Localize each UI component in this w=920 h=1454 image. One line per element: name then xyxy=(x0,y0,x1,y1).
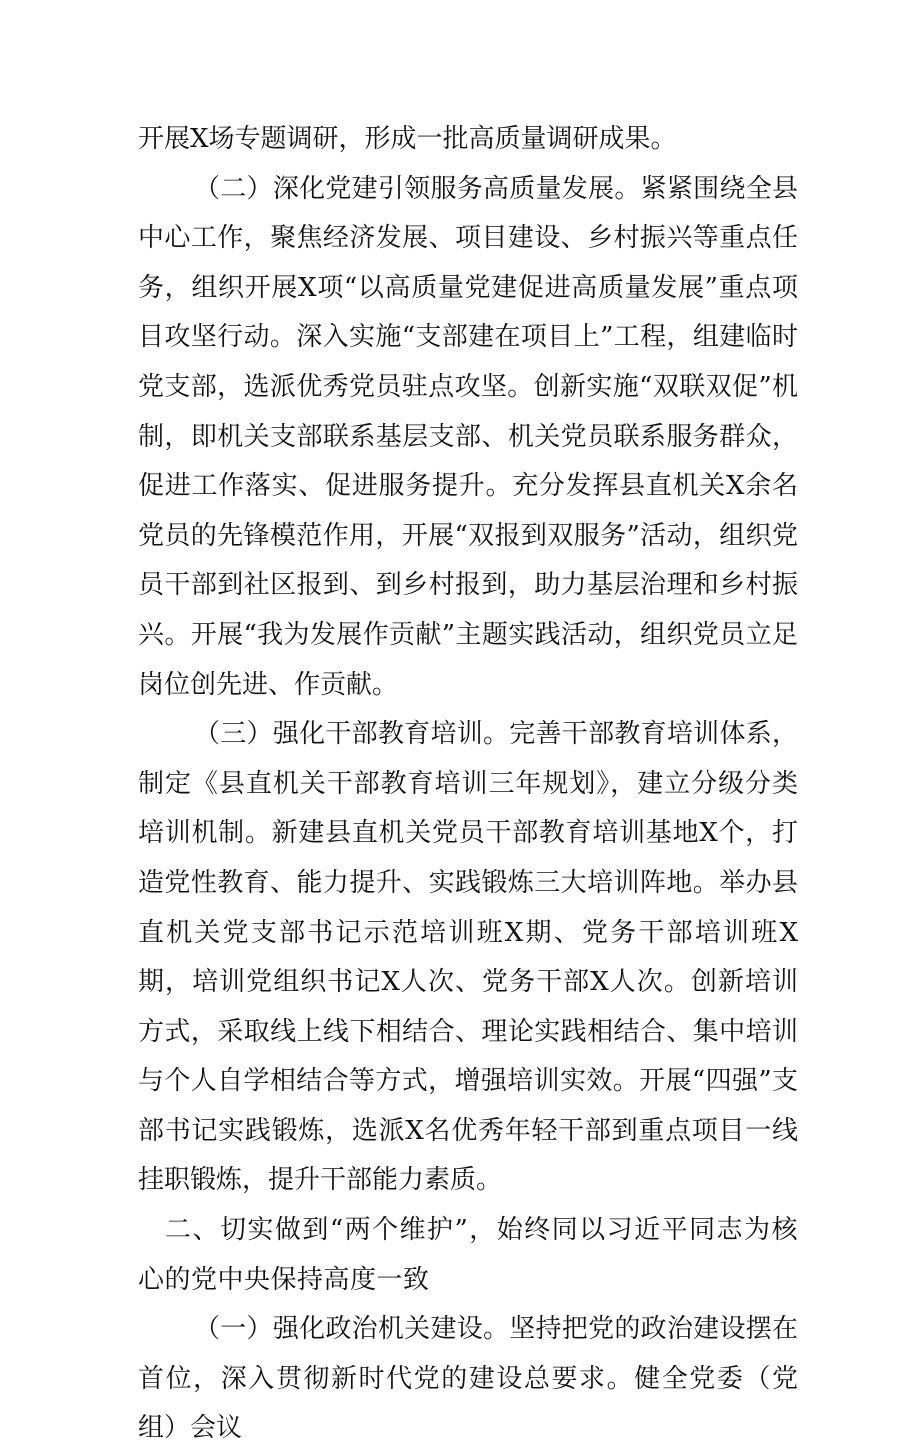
paragraph-continuation: 开展X场专题调研，形成一批高质量调研成果。 xyxy=(138,124,677,154)
section-heading-2: 二、切实做到“两个维护”，始终同以习近平同志为核心的党中央保持高度一致 xyxy=(138,1215,798,1295)
document-body xyxy=(138,115,798,1454)
paragraph-section-2: （二）深化党建引领服务高质量发展。紧紧围绕全县中心工作，聚焦经济发展、项目建设、乡村振兴等重点任务，组织开展X项“以高质量党建促进高质量发展”重点项目攻坚行动。深入实施“支部建在项目上”工程，组建临时党支部，选派优秀党员驻点攻坚。创新实施“双联双促”机制，即机关支部联系基层支部、机关党员联系服务群众，促进工作落实、促进服务提升。充分发挥县直机关X余名党员的先锋模范作用，开展“双报到双服务”活动，组织党员干部到社区报到、到乡村报到，助力基层治理和乡村振兴。开展“我为发展作贡献”主题实践活动，组织党员立足岗位创先进、作贡献。 xyxy=(138,173,798,700)
paragraph-section-2-1: （一）强化政治机关建设。坚持把党的政治建设摆在首位，深入贯彻新时代党的建设总要求。健全党委（党组）会议 xyxy=(138,1314,798,1444)
paragraph-section-3: （三）强化干部教育培训。完善干部教育培训体系，制定《县直机关干部教育培训三年规划》，建立分级分类培训机制。新建县直机关党员干部教育培训基地X个，打造党性教育、能力提升、实践锻炼三大培训阵地。举办县直机关党支部书记示范培训班X期、党务干部培训班X期，培训党组织书记X人次、党务干部X人次。创新培训方式，采取线上线下相结合、理论实践相结合、集中培训与个人自学相结合等方式，增强培训实效。开展“四强”支部书记实践锻炼，选派X名优秀年轻干部到重点项目一线挂职锻炼，提升干部能力素质。 xyxy=(138,719,798,1196)
